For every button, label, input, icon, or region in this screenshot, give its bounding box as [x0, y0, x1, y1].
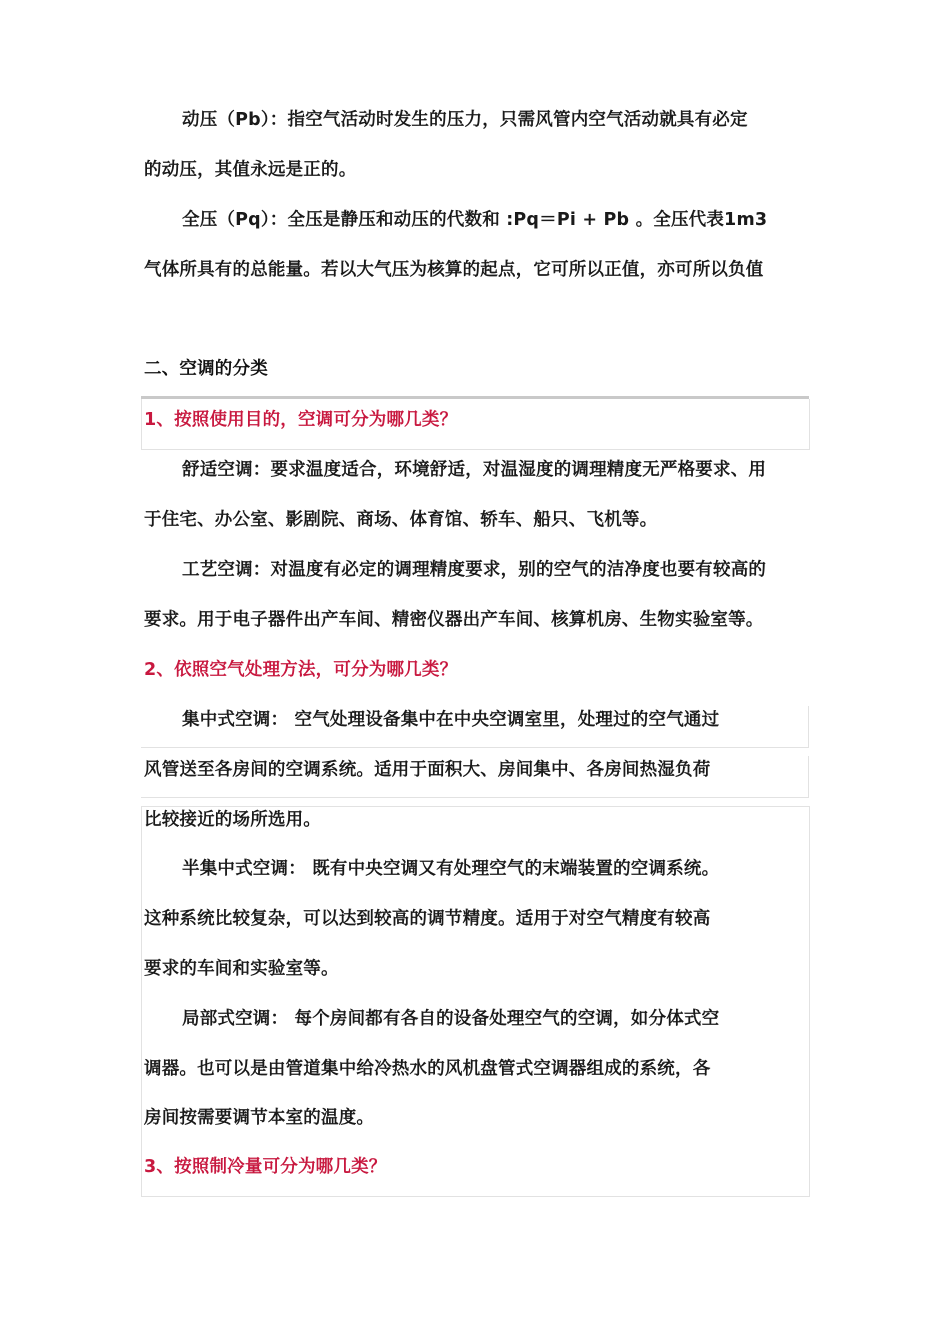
local-ac-line2: 调器。也可以是由管道集中给冷热水的风机盘管式空调器组成的系统，各: [144, 1059, 711, 1079]
total-pressure-line2: 气体所具有的总能量。若以大气压为核算的起点，它可所以正值，亦可所以负值: [144, 260, 764, 280]
local-ac-line1: 局部式空调： 每个房间都有各自的设备处理空气的空调，如分体式空: [182, 1009, 720, 1029]
comfort-ac-line1: 舒适空调：要求温度适合，环境舒适，对温湿度的调理精度无严格要求、用: [182, 460, 767, 480]
central-ac-line1: 集中式空调： 空气处理设备集中在中央空调室里，处理过的空气通过: [182, 710, 720, 730]
dynamic-pressure-line1: 动压（Pb）：指空气活动时发生的压力，只需风管内空气活动就具有必定: [182, 110, 748, 130]
central-ac-line3: 比较接近的场所选用。: [144, 810, 321, 830]
comfort-ac-line2: 于住宅、办公室、影剧院、商场、体育馆、轿车、船只、飞机等。: [144, 510, 658, 530]
section-title: 二、空调的分类: [144, 359, 268, 379]
semi-central-ac-line3: 要求的车间和实验室等。: [144, 959, 339, 979]
process-ac-line2: 要求。用于电子器件出产车间、精密仪器出产车间、核算机房、生物实验室等。: [144, 610, 764, 630]
local-ac-line3: 房间按需要调节本室的温度。: [144, 1108, 375, 1128]
total-pressure-line1: 全压（Pq）：全压是静压和动压的代数和 :Pq＝Pi + Pb 。全压代表1m3: [182, 210, 768, 230]
question-2-title: 2、依照空气处理方法，可分为哪几类？: [144, 660, 458, 680]
question-1-title: 1、按照使用目的，空调可分为哪几类？: [144, 410, 458, 430]
dynamic-pressure-line2: 的动压，其值永远是正的。: [144, 160, 357, 180]
semi-central-ac-line2: 这种系统比较复杂，可以达到较高的调节精度。适用于对空气精度有较高: [144, 909, 711, 929]
semi-central-ac-line1: 半集中式空调： 既有中央空调又有处理空气的末端装置的空调系统。: [182, 859, 720, 879]
process-ac-line1: 工艺空调：对温度有必定的调理精度要求，别的空气的洁净度也要有较高的: [182, 560, 767, 580]
central-ac-line2: 风管送至各房间的空调系统。适用于面积大、房间集中、各房间热湿负荷: [144, 760, 711, 780]
question-3-title: 3、按照制冷量可分为哪几类？: [144, 1157, 387, 1177]
